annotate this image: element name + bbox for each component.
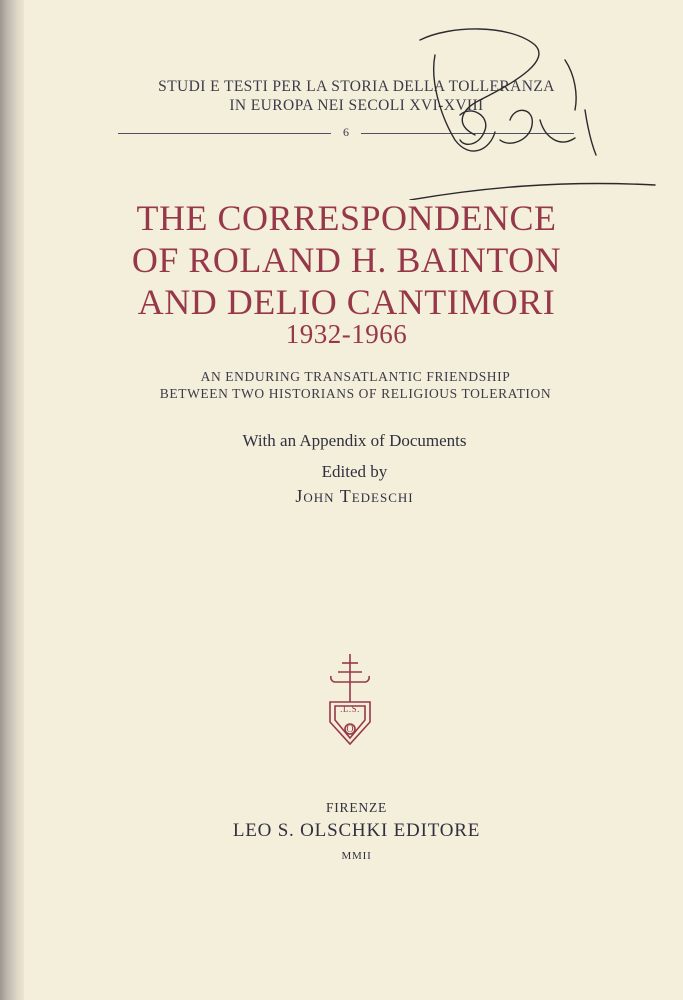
edited-by-label: Edited by: [321, 462, 388, 481]
editor-name: John Tedeschi: [295, 486, 414, 506]
book-title-line1: THE CORRESPONDENCE: [136, 198, 557, 238]
imprint-year: MMII: [341, 850, 372, 862]
series-number: 6: [343, 125, 349, 139]
series-title-line1: STUDI E TESTI PER LA STORIA DELLA TOLLERANZA: [158, 78, 555, 95]
series-title-line2: IN EUROPA NEI SECOLI XVI-XVIII: [229, 97, 484, 114]
imprint-publisher: LEO S. OLSCHKI EDITORE: [232, 820, 481, 841]
book-title-line2: OF ROLAND H. BAINTON: [131, 240, 562, 280]
imprint-city: FIRENZE: [325, 800, 388, 815]
emblem-letters: .L.S.: [340, 704, 360, 714]
handwritten-signature: [360, 20, 670, 200]
subtitle-line1: AN ENDURING TRANSATLANTIC FRIENDSHIP: [200, 369, 511, 384]
book-title-line3: AND DELIO CANTIMORI: [137, 282, 556, 322]
book-years: 1932-1966: [285, 319, 408, 349]
subtitle-line2: BETWEEN TWO HISTORIANS OF RELIGIOUS TOLERATION: [159, 386, 552, 401]
publisher-emblem-icon: [318, 650, 382, 750]
emblem-o: O: [346, 724, 354, 735]
appendix-note: With an Appendix of Documents: [242, 431, 467, 450]
